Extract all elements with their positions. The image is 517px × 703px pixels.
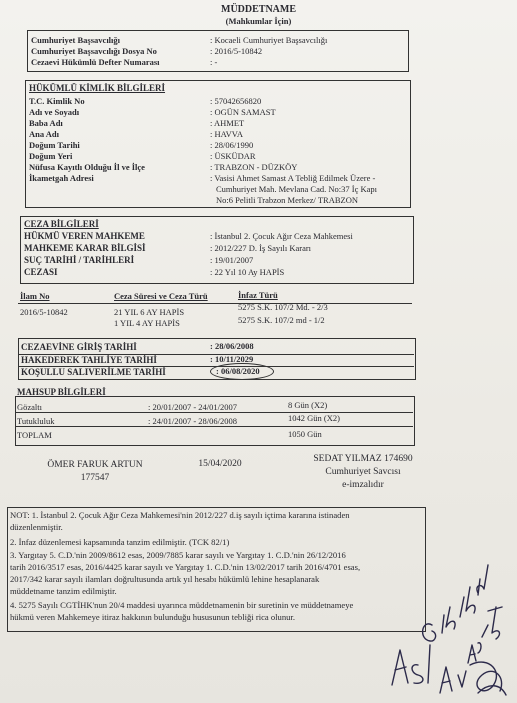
father-label: Baba Adı xyxy=(29,118,63,128)
ilam-header-infaz: İnfaz Türü xyxy=(238,290,278,300)
prosecutor-title: Cumhuriyet Savcısı xyxy=(325,467,401,477)
parole-date-label: KOŞULLU SALIVERİLME TARİHİ xyxy=(21,367,166,377)
registry-label: Nüfusa Kayıtlı Olduğu İl ve İlçe xyxy=(29,162,145,172)
office-label: Cumhuriyet Başsavcılığı xyxy=(31,35,121,45)
total-label: TOPLAM xyxy=(17,430,52,440)
ilam-infaz-2: 5275 S.K. 107/2 md - 1/2 xyxy=(238,315,325,325)
total-days: 1050 Gün xyxy=(288,429,322,439)
detention-days: 8 Gün (X2) xyxy=(288,400,328,410)
office-value: : Kocaeli Cumhuriyet Başsavcılığı xyxy=(210,35,328,45)
ilam-duration-2: 1 YIL 4 AY HAPİS xyxy=(114,318,180,328)
court-label: HÜKMÜ VEREN MAHKEME xyxy=(24,231,145,241)
ledger-no-label: Cezaevi Hükümlü Defter Numarası xyxy=(31,57,160,67)
tc-no-value: : 57042656820 xyxy=(210,96,262,106)
parole-date-circle-mark xyxy=(210,363,274,380)
father-value: : AHMET xyxy=(210,118,245,128)
mahsup-divider-1 xyxy=(15,412,413,413)
parole-date-value: : 06/08/2020 xyxy=(216,366,260,376)
birthdate-value: : 28/06/1990 xyxy=(210,140,254,150)
note-line-3: 2. İnfaz düzenlemesi kapsamında tanzim edilmiştir. (TCK 82/1) xyxy=(10,537,230,547)
crime-date-value: : 19/01/2007 xyxy=(210,255,254,265)
birthplace-label: Doğum Yeri xyxy=(29,151,73,161)
note-line-4: 3. Yargıtay 5. C.D.'nin 2009/8612 esas, 2009/7885 karar sayılı ve Yargıtay 1. C.D.'nin 26/12/2016 xyxy=(10,550,346,560)
e-signature-note: e-imzalıdır xyxy=(342,480,384,490)
mother-value: : HAVVA xyxy=(210,129,243,139)
ilam-header-no: İlam No xyxy=(20,291,50,301)
prosecutor-name: SEDAT YILMAZ 174690 xyxy=(313,454,413,464)
detention-label: Gözaltı xyxy=(17,402,43,412)
address-value: : Vasisi Ahmet Samast A Tebliğ Edilmek Üzere - xyxy=(210,173,376,183)
release-date-value: : 10/11/2029 xyxy=(210,354,254,364)
prepared-by-number: 177547 xyxy=(80,473,110,483)
ilam-header-duration: Ceza Süresi ve Ceza Türü xyxy=(114,291,208,301)
arrest-range: : 24/01/2007 - 28/06/2008 xyxy=(148,416,238,426)
address-label: İkametgah Adresi xyxy=(29,173,94,183)
mahsup-divider-2 xyxy=(15,426,413,427)
ilam-duration-1: 21 YIL 6 AY HAPİS xyxy=(114,307,185,317)
document-subtitle: (Mahkumlar İçin) xyxy=(225,16,292,26)
detention-range: : 20/01/2007 - 24/01/2007 xyxy=(148,402,238,412)
arrest-label: Tutukluluk xyxy=(17,416,55,426)
note-line-6: 2017/342 karar sayılı ilamları doğrultusunda artık yıl hesabı hükümlü lehine hesaplanarak xyxy=(10,574,320,584)
note-line-1: NOT: 1. İstanbul 2. Çocuk Ağır Ceza Mahkemesi'nin 2012/227 d.iş sayılı içtima kararına istinaden xyxy=(10,510,350,520)
sentence-value: : 22 Yıl 10 Ay HAPİS xyxy=(210,267,285,277)
identity-heading: HÜKÜMLÜ KİMLİK BİLGİLERİ xyxy=(29,83,166,93)
name-label: Adı ve Soyadı xyxy=(29,107,80,117)
court-value: : İstanbul 2. Çocuk Ağır Ceza Mahkemesi xyxy=(210,231,353,241)
note-line-2: düzenlenmiştir. xyxy=(10,522,63,532)
note-line-8: 4. 5275 Sayılı CGTİHK'nun 20/4 maddesi uyarınca müddetnamenin bir suretinin ve müddetnameye xyxy=(10,600,354,610)
ledger-no-value: : - xyxy=(210,57,218,67)
birthdate-label: Doğum Tarihi xyxy=(29,140,80,150)
note-line-5: tarih 2016/3517 esas, 2016/4425 karar sayılı ve Yargıtay 1. C.D.'nin 13/02/2017 tarih 2016/4701 esas, xyxy=(10,562,361,572)
address-line-3: No:6 Pelitli Trabzon Merkez/ TRABZON xyxy=(216,195,358,205)
note-line-7: müddetname tanzim edilmiştir. xyxy=(10,586,117,596)
mother-label: Ana Adı xyxy=(29,129,59,139)
penalty-heading: CEZA BİLGİLERİ xyxy=(24,219,99,229)
decision-label: MAHKEME KARAR BİLGİSİ xyxy=(24,243,146,253)
name-value: : OGÜN SAMAST xyxy=(210,107,276,117)
document-title: MÜDDETNAME xyxy=(221,4,296,15)
tc-no-label: T.C. Kimlik No xyxy=(29,96,85,106)
note-line-9: hükmü veren Mahkemeye itiraz hakkının bulunduğu hususunun tebliği rica olunur. xyxy=(10,612,295,622)
ilam-no-value: 2016/5-10842 xyxy=(20,307,68,317)
arrest-days: 1042 Gün (X2) xyxy=(288,413,340,423)
file-no-label: Cumhuriyet Başsavcılığı Dosya No xyxy=(31,46,157,56)
handwritten-certification-signature xyxy=(370,515,510,700)
document-date: 15/04/2020 xyxy=(198,459,242,469)
ilam-infaz-1: 5275 S.K. 107/2 Md. - 2/3 xyxy=(238,302,328,312)
crime-date-label: SUÇ TARİHİ / TARİHLERİ xyxy=(24,255,135,265)
mahsup-heading: MAHSUP BİLGİLERİ xyxy=(17,387,106,397)
decision-value: : 2012/227 D. İş Sayılı Kararı xyxy=(210,243,312,253)
address-line-2: Cumhuriyet Mah. Mevlana Cad. No:37 İç Kapı xyxy=(216,184,377,194)
ilam-divider xyxy=(18,303,412,304)
file-no-value: : 2016/5-10842 xyxy=(210,46,263,56)
sentence-label: CEZASI xyxy=(24,267,58,277)
birthplace-value: : ÜSKÜDAR xyxy=(210,151,256,161)
release-date-label: HAKEDEREK TAHLİYE TARİHİ xyxy=(21,355,157,365)
entry-date-value: : 28/06/2008 xyxy=(210,341,254,351)
prepared-by-name: ÖMER FARUK ARTUN xyxy=(47,460,143,470)
registry-value: : TRABZON - DÜZKÖY xyxy=(210,162,298,172)
entry-date-label: CEZAEVİNE GİRİŞ TARİHİ xyxy=(21,342,137,352)
